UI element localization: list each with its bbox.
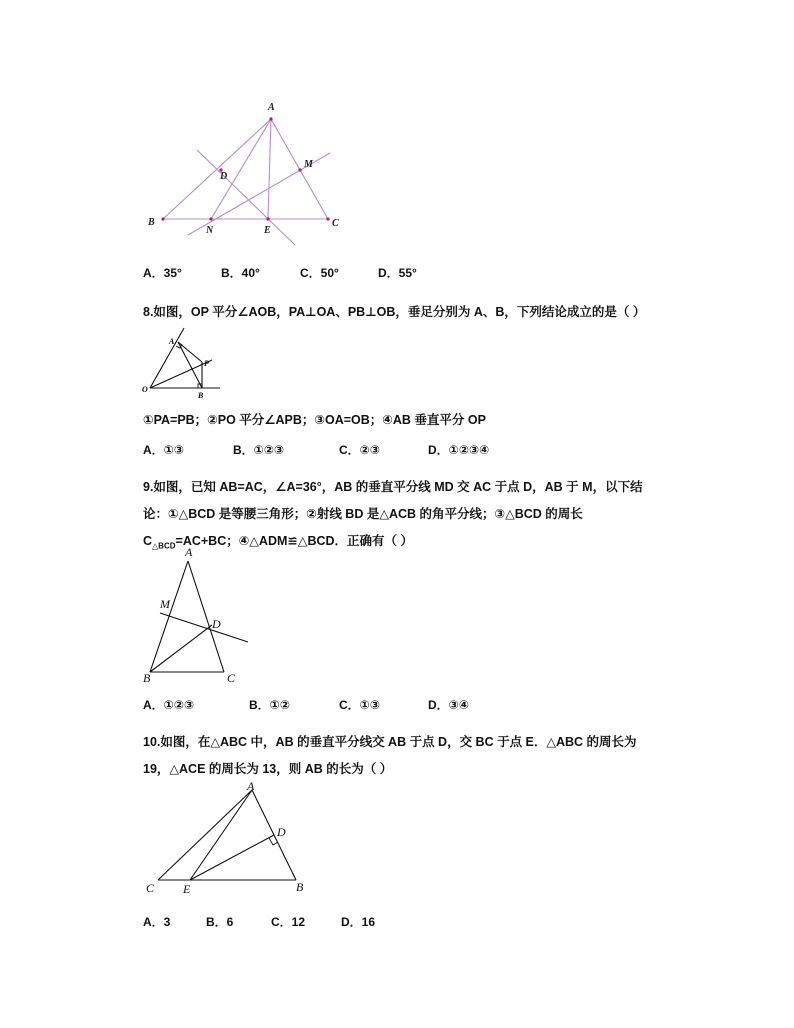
q7-option-b: B．40° [221, 266, 260, 280]
q7-figure [140, 95, 370, 255]
q10-option-d: D．16 [341, 915, 376, 929]
q8-option-b: B．①②③ [233, 443, 285, 457]
q8-figure [140, 322, 230, 402]
q8-segment-ab [178, 342, 202, 388]
q9-segment-bd [150, 625, 212, 672]
q10-label-d: D [277, 825, 286, 839]
q10-side-ac [158, 790, 252, 880]
q9-option-c: C．①③ [339, 698, 380, 712]
q9-bisector-md [160, 613, 248, 642]
q8-statements: ①PA=PB；②PO 平分∠APB；③OA=OB；④AB 垂直平分 OP [143, 413, 486, 427]
q10-option-c: C．12 [271, 915, 306, 929]
q9-label-c: C [227, 671, 236, 685]
q9-label-m: M [160, 597, 170, 611]
q7-label-b: B [148, 217, 155, 228]
q9-label-d: D [212, 617, 221, 631]
q10-label-b: B [296, 880, 304, 894]
q8-option-c: C．②③ [339, 443, 380, 457]
q7-segment-ae [268, 119, 271, 219]
q10-stem-line1: 10.如图，在△ABC 中，AB 的垂直平分线交 AB 于点 D，交 BC 于点 E．△ABC 的周长为 [143, 735, 637, 749]
q9-perimeter-symbol: C [143, 534, 153, 548]
q10-label-a: A [247, 779, 255, 793]
q7-option-c: C．50° [300, 266, 339, 280]
q8-label-b: B [198, 391, 204, 400]
q9-perimeter-subscript: △BCD [152, 541, 176, 551]
q9-figure [140, 545, 255, 690]
q9-label-a: A [185, 545, 193, 559]
q7-label-m: M [304, 159, 313, 170]
q9-stem-line2: 论：①△BCD 是等腰三角形；②射线 BD 是△ACB 的角平分线；③△BCD 的周长 [143, 507, 583, 521]
q7-option-a: A．35° [143, 266, 182, 280]
q7-label-c: C [332, 218, 339, 229]
q7-option-d: D．55° [378, 266, 417, 280]
q8-label-p: P [204, 359, 209, 368]
q10-label-c: C [146, 881, 155, 895]
q7-label-e: E [264, 225, 271, 236]
q9-stem-line1: 9.如图，已知 AB=AC，∠A=36°，AB 的垂直平分线 MD 交 AC 于点 D，AB 于 M，以下结 [143, 480, 643, 494]
q10-figure [140, 778, 315, 903]
q8-label-o: O [142, 385, 148, 394]
q9-option-d: D．③④ [428, 698, 469, 712]
q9-stem-rest: =AC+BC；④△ADM≌△BCD．正确有（ ） [175, 534, 414, 548]
q7-label-a: A [268, 102, 275, 113]
q8-segment-op [150, 360, 212, 388]
q10-label-e: E [183, 882, 191, 896]
q9-option-a: A．①②③ [143, 698, 195, 712]
q9-option-b: B．①② [249, 698, 290, 712]
q8-option-d: D．①②③④ [428, 443, 490, 457]
q10-segment-ae [190, 790, 252, 880]
q8-option-a: A．①③ [143, 443, 184, 457]
q10-option-b: B．6 [206, 915, 234, 929]
q7-label-d: D [220, 171, 228, 182]
q8-stem: 8.如图，OP 平分∠AOB，PA⊥OA、PB⊥OB，垂足分别为 A、B，下列结论成立的是（ ） [143, 305, 646, 319]
q8-label-a: A [169, 337, 175, 346]
q10-bisector-de [190, 835, 274, 880]
q9-label-b: B [143, 671, 151, 685]
q8-ray-oa [150, 328, 184, 388]
q7-label-n: N [206, 225, 214, 236]
q10-stem-line2: 19，△ACE 的周长为 13，则 AB 的长为（ ） [143, 762, 393, 776]
q10-option-a: A．3 [143, 915, 171, 929]
